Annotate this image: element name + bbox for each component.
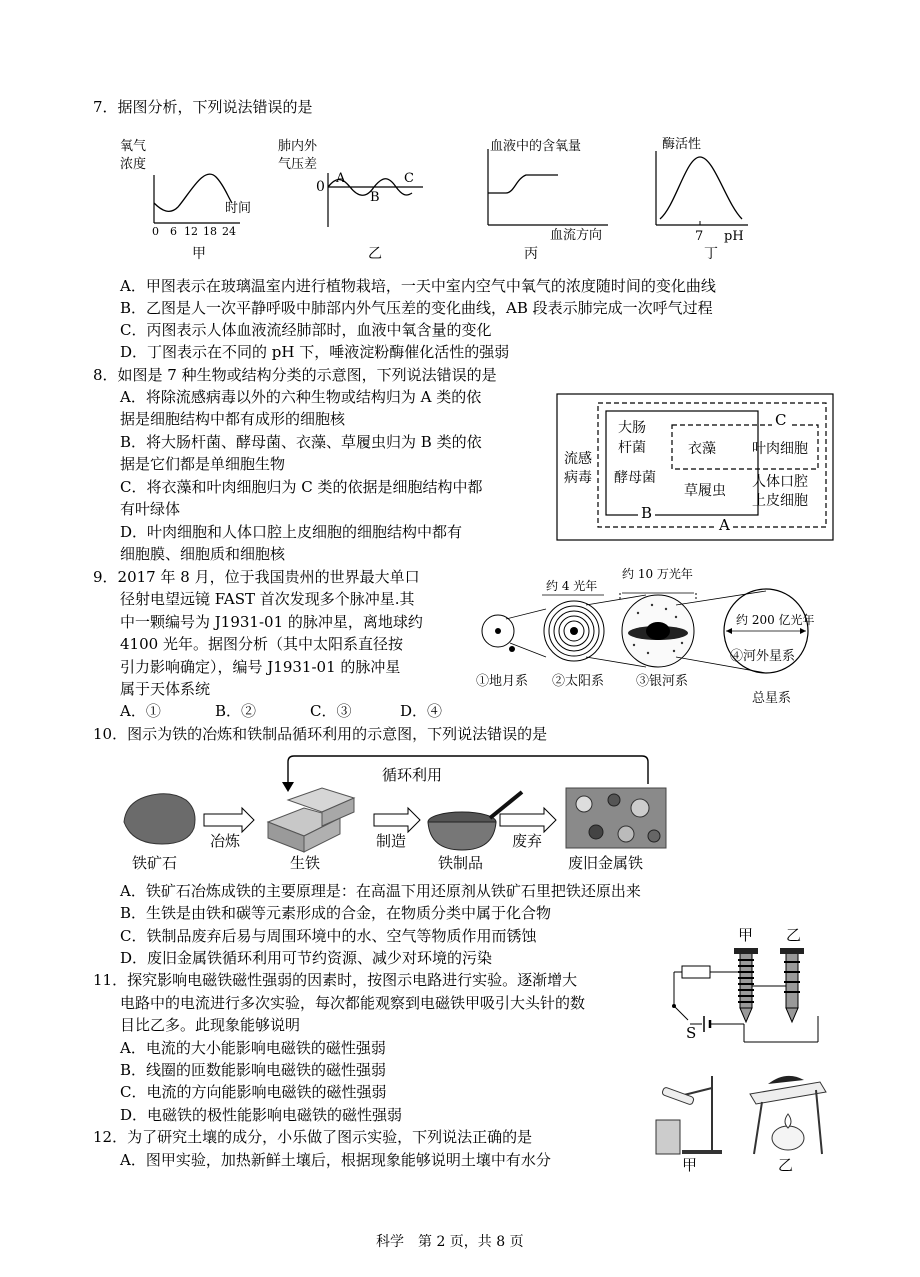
q11-line-3: 目比乙多。此现象能够说明 xyxy=(120,1016,301,1034)
q11-option-a: A．电流的大小能影响电磁铁的磁性强弱 xyxy=(120,1039,386,1057)
q12-soil-experiment-figure: 甲 乙 xyxy=(650,1066,830,1176)
q10-stem: 10．图示为铁的冶炼和铁制品循环利用的示意图，下列说法错误的是 xyxy=(93,725,548,743)
q8-line-6: 有叶绿体 xyxy=(120,500,181,518)
q12-option-a: A．图甲实验，加热新鲜土壤后，根据现象能够说明土壤中有水分 xyxy=(120,1151,551,1169)
q9-line-2: 径射电望远镜 FAST 首次发现多个脉冲星.其 xyxy=(120,590,415,608)
q9-celestial-systems-figure: 约 4 光年 约 10 万光年 约 200 亿光年 ①地月系 ②太阳系 ③银河系 ④河外星系 总星系 xyxy=(476,565,836,710)
q10-option-d: D．废旧金属铁循环利用可节约资源、减少对环境的污染 xyxy=(120,949,493,967)
q8-line-8: 细胞膜、细胞质和细胞核 xyxy=(120,545,286,563)
q8-diagram-boxes xyxy=(556,393,834,541)
q12-figure-drawing xyxy=(650,1066,830,1156)
q12-stem: 12．为了研究土壤的成分，小乐做了图示实验，下列说法正确的是 xyxy=(93,1128,533,1146)
q7-graph-bing: 血液中的含氧量 血流方向 丙 xyxy=(478,135,618,265)
q7-ding-axes xyxy=(648,135,758,235)
q7-graph-ding: 酶活性 7 pH 丁 xyxy=(648,135,758,265)
q9-option-c: C．③ xyxy=(310,702,352,720)
q11-option-b: B．线圈的匝数能影响电磁铁的磁性强弱 xyxy=(120,1061,387,1079)
q8-line-7: D．叶肉细胞和人体口腔上皮细胞的细胞结构中都有 xyxy=(120,523,463,541)
q9-option-d: D．④ xyxy=(400,702,443,720)
q11-option-c: C．电流的方向能影响电磁铁的磁性强弱 xyxy=(120,1083,387,1101)
q7-graph-yi: 肺内外 气压差 0 A B C 乙 xyxy=(278,135,438,265)
q8-line-3: B．将大肠杆菌、酵母菌、衣藻、草履虫归为 B 类的依 xyxy=(120,433,482,451)
q9-line-5: 引力影响确定），编号 J1931-01 的脉冲星 xyxy=(120,658,401,676)
q9-line-4: 4100 光年。据图分析（其中太阳系直径按 xyxy=(120,635,403,653)
q9-option-a: A．① xyxy=(120,702,161,720)
q9-line-6: 属于天体系统 xyxy=(120,680,211,698)
q7-jia-curve xyxy=(154,174,232,211)
q7-option-d: D．丁图表示在不同的 pH 下，唾液淀粉酶催化活性的强弱 xyxy=(120,343,510,361)
q10-option-c: C．铁制品废弃后易与周围环境中的水、空气等物质作用而锈蚀 xyxy=(120,927,537,945)
q9-line-3: 中一颗编号为 J1931-01 的脉冲星，离地球约 xyxy=(120,613,423,631)
q7-bing-axes xyxy=(478,135,618,235)
q8-stem: 8．如图是 7 种生物或结构分类的示意图，下列说法错误的是 xyxy=(93,366,497,384)
q11-line-2: 电路中的电流进行多次实验，每次都能观察到电磁铁甲吸引大头针的数 xyxy=(120,994,586,1012)
q7-yi-axes xyxy=(278,135,438,235)
q10-option-b: B．生铁是由铁和碳等元素形成的合金，在物质分类中属于化合物 xyxy=(120,904,552,922)
q11-line-1: 11．探究影响电磁铁磁性强弱的因素时，按图示电路进行实验。逐渐增大 xyxy=(93,971,578,989)
q9-option-b: B．② xyxy=(215,702,257,720)
q7-jia-axes xyxy=(120,135,260,235)
q8-line-2: 据是细胞结构中都有成形的细胞核 xyxy=(120,410,346,428)
page-footer: 科学 第 2 页，共 8 页 xyxy=(376,1234,524,1250)
q7-graph-jia: 氧气 浓度 时间 0 6 12 18 24 甲 xyxy=(120,135,260,265)
q8-line-5: C．将衣藻和叶肉细胞归为 C 类的依据是细胞结构中都 xyxy=(120,478,483,496)
q9-line-1: 9．2017 年 8 月，位于我国贵州的世界最大单口 xyxy=(93,568,420,586)
q7-option-b: B．乙图是人一次平静呼吸中肺部内外气压差的变化曲线，AB 段表示肺完成一次呼气过程 xyxy=(120,299,713,317)
q11-electromagnet-circuit: 甲 乙 S xyxy=(668,926,828,1046)
q10-iron-cycle-figure: 循环利用 冶炼 制造 废弃 铁矿石 生铁 铁制品 废旧金属铁 xyxy=(118,752,678,872)
q7-ding-curve xyxy=(660,157,742,219)
q7-option-c: C．丙图表示人体血液流经肺部时，血液中氧含量的变化 xyxy=(120,321,492,339)
q7-bing-curve xyxy=(488,175,558,193)
q8-line-4: 据是它们都是单细胞生物 xyxy=(120,455,286,473)
q11-option-d: D．电磁铁的极性能影响电磁铁的磁性强弱 xyxy=(120,1106,403,1124)
q8-line-1: A．将除流感病毒以外的六种生物或结构归为 A 类的依 xyxy=(120,388,482,406)
q7-stem: 7．据图分析，下列说法错误的是 xyxy=(93,98,313,116)
q7-option-a: A．甲图表示在玻璃温室内进行植物栽培，一天中室内空气中氧气的浓度随时间的变化曲线 xyxy=(120,277,716,295)
q8-classification-diagram: 流感 病毒 大肠 杆菌 酵母菌 衣藻 草履虫 叶肉细胞 人体口腔 上皮细胞 C B A xyxy=(556,393,834,541)
q10-option-a: A．铁矿石冶炼成铁的主要原理是：在高温下用还原剂从铁矿石里把铁还原出来 xyxy=(120,882,641,900)
